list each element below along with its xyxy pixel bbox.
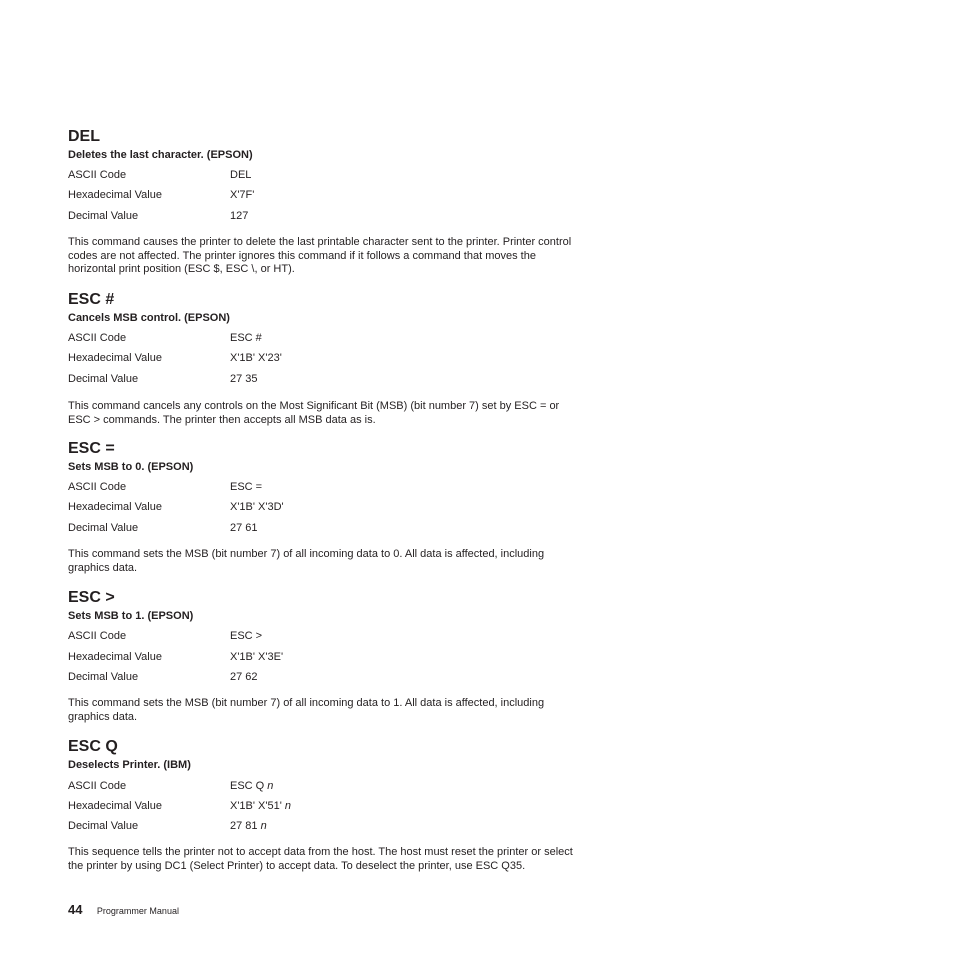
section-heading: ESC # — [68, 291, 115, 308]
section-subtitle: Sets MSB to 1. (EPSON) — [68, 610, 194, 622]
row-label: Hexadecimal Value — [68, 651, 162, 663]
row-label: ASCII Code — [68, 481, 127, 493]
row-value: 27 35 — [230, 373, 258, 385]
row-value: 27 61 — [230, 522, 258, 534]
row-value: ESC Q n — [230, 780, 274, 792]
row-label: Hexadecimal Value — [68, 800, 162, 812]
section-heading: ESC > — [68, 589, 115, 606]
row-label: ASCII Code — [68, 630, 127, 642]
row-value: X'1B' X'3D' — [230, 501, 284, 513]
row-value: X'1B' X'23' — [230, 352, 282, 364]
row-value: ESC > — [230, 630, 263, 642]
row-label: Decimal Value — [68, 522, 139, 534]
row-value: ESC = — [230, 481, 263, 493]
row-label: Decimal Value — [68, 671, 139, 683]
section-heading: ESC Q — [68, 738, 118, 755]
section-description: This sequence tells the printer not to accept data from the host. The host must reset the printer or select the printer by using DC1 (Select Printer) to accept data. To deselect the printer, use ESC Q35. — [68, 846, 573, 872]
section-subtitle: Cancels MSB control. (EPSON) — [68, 312, 230, 324]
section-subtitle: Deselects Printer. (IBM) — [68, 759, 191, 771]
parameter-n: n — [267, 780, 274, 792]
page-number: 44 — [68, 902, 83, 917]
row-label: ASCII Code — [68, 332, 127, 344]
row-value: 127 — [230, 210, 249, 222]
row-value: DEL — [230, 169, 252, 181]
row-label: ASCII Code — [68, 780, 127, 792]
section-description: This command causes the printer to delete the last printable character sent to the printer. Printer control codes are not affected. The printer ignores this command if it follows a command that moves the horizontal print position (ESC $, ESC \, or HT). — [68, 236, 572, 276]
row-label: Hexadecimal Value — [68, 352, 162, 364]
section-subtitle: Sets MSB to 0. (EPSON) — [68, 461, 194, 473]
row-value: ESC # — [230, 332, 262, 344]
row-value: X'1B' X'3E' — [230, 651, 284, 663]
section-heading: ESC = — [68, 440, 115, 457]
row-label: ASCII Code — [68, 169, 127, 181]
section-description: This command cancels any controls on the Most Significant Bit (MSB) (bit number 7) set by ESC = or ESC > commands. The printer then accepts all MSB data as is. — [68, 400, 560, 426]
row-value: 27 62 — [230, 671, 258, 683]
document-title: Programmer Manual — [96, 906, 179, 916]
row-label: Hexadecimal Value — [68, 189, 162, 201]
row-value: X'7F' — [230, 189, 255, 201]
row-label: Hexadecimal Value — [68, 501, 162, 513]
section-heading: DEL — [68, 128, 100, 145]
row-label: Decimal Value — [68, 210, 139, 222]
parameter-n: n — [284, 800, 292, 812]
row-label: Decimal Value — [68, 373, 139, 385]
row-value: 27 81 n — [230, 820, 267, 832]
parameter-n: n — [260, 820, 267, 832]
section-subtitle: Deletes the last character. (EPSON) — [68, 149, 253, 161]
section-description: This command sets the MSB (bit number 7) of all incoming data to 0. All data is affected, including graphics data. — [68, 548, 545, 574]
page-footer — [68, 901, 179, 919]
row-label: Decimal Value — [68, 820, 139, 832]
section-description: This command sets the MSB (bit number 7) of all incoming data to 1. All data is affected, including graphics data. — [68, 697, 545, 723]
row-value: X'1B' X'51' n — [230, 800, 292, 812]
